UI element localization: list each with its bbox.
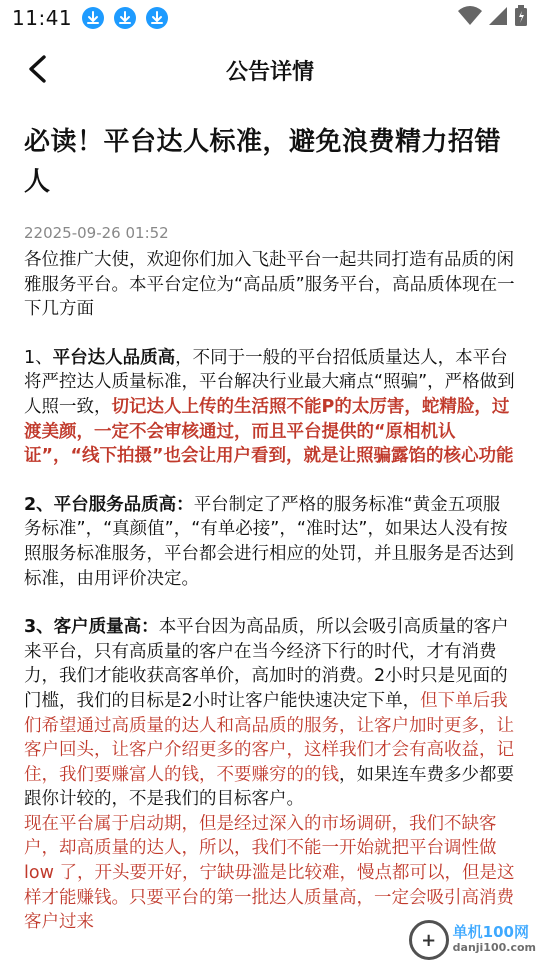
section-3 bbox=[24, 615, 516, 935]
status-time: 11:41 bbox=[12, 6, 73, 30]
download-icon bbox=[114, 7, 136, 29]
wifi-icon bbox=[458, 6, 482, 30]
page-title: 公告详情 bbox=[225, 59, 314, 85]
section-2-heading: 2、平台服务品质高： bbox=[24, 494, 194, 515]
signal-icon bbox=[488, 6, 508, 30]
section-1-text: ，不同于一般的平台招低质量达人，本平台将严控达人质量标准，平台解决行业最大痛点“照骗”，严格做到人照一致， bbox=[24, 347, 515, 417]
section-1 bbox=[24, 346, 516, 469]
watermark-line-1: 单机100网 bbox=[452, 923, 529, 941]
article-content bbox=[0, 122, 540, 935]
article-title: 必读！平台达人标准，避免浪费精力招错人 bbox=[24, 127, 502, 197]
intro-paragraph: 各位推广大使，欢迎你们加入飞赴平台一起共同打造有品质的闲雅服务平台。本平台定位为“高品质”服务平台，高品质体现在一下几方面 bbox=[24, 250, 515, 320]
watermark bbox=[409, 920, 536, 960]
battery-icon bbox=[514, 5, 528, 31]
section-2 bbox=[24, 493, 516, 591]
section-1-heading: 平台达人品质高 bbox=[52, 347, 176, 368]
watermark-logo-icon: + bbox=[409, 920, 449, 960]
watermark-line-2: danji100.com bbox=[452, 941, 536, 954]
section-3-heading: 3、客户质量高： bbox=[24, 617, 159, 638]
back-button[interactable] bbox=[20, 52, 54, 86]
section-3-text: 本平台因为高品质，所以会吸引高质量的客户来平台，只有高质量的客户在当今经济下行的时代，才有消费力，我们才能收获高客单价，高加时的消费。2小时只是见面的门槛，我们的目标是2小时让客户能快速决定下单， bbox=[24, 617, 509, 711]
article-date: 22025-09-26 01:52 bbox=[24, 224, 169, 242]
status-bar bbox=[0, 0, 540, 36]
nav-bar bbox=[0, 36, 540, 104]
download-icon bbox=[146, 7, 168, 29]
section-3-highlight-2: 现在平台属于启动期，但是经过深入的市场调研，我们不缺客户，却高质量的达人，所以，我们不能一开始就把平台调性做 low 了，开头要开好，宁缺毋滥是比较难，慢点都可以，但是这样才能赚钱。只要平台的第一批达人质量高，一定会吸引高消费客户过来 bbox=[24, 813, 515, 933]
section-3-highlight: 但下单后我们希望通过高质量的达人和高品质的服务，让客户加时更多，让客户回头，让客户介绍更多的客户，这样我们才会有高收益，记住，我们要赚富人的钱，不要赚穷的的钱 bbox=[24, 690, 514, 785]
section-1-highlight: 切记达人上传的生活照不能P的太厉害，蛇精脸，过渡美颜，一定不会审核通过，而且平台提供的“原相机认证”，“线下拍摄”也会让用户看到，就是让照骗露馅的核心功能 bbox=[24, 396, 514, 467]
section-2-text: 平台制定了严格的服务标准“黄金五项服务标准”，“真颜值”，“有单必接”，“准时达”，如果达人没有按照服务标准服务，平台都会进行相应的处罚，并且服务是否达到标准，由用评价决定。 bbox=[24, 494, 514, 589]
section-1-number: 1、 bbox=[24, 347, 53, 368]
section-3-text-2: ，如果连车费多少都要跟你计较的，不是我们的目标客户。 bbox=[24, 764, 514, 810]
download-icon bbox=[82, 7, 104, 29]
chevron-left-icon bbox=[26, 54, 48, 84]
